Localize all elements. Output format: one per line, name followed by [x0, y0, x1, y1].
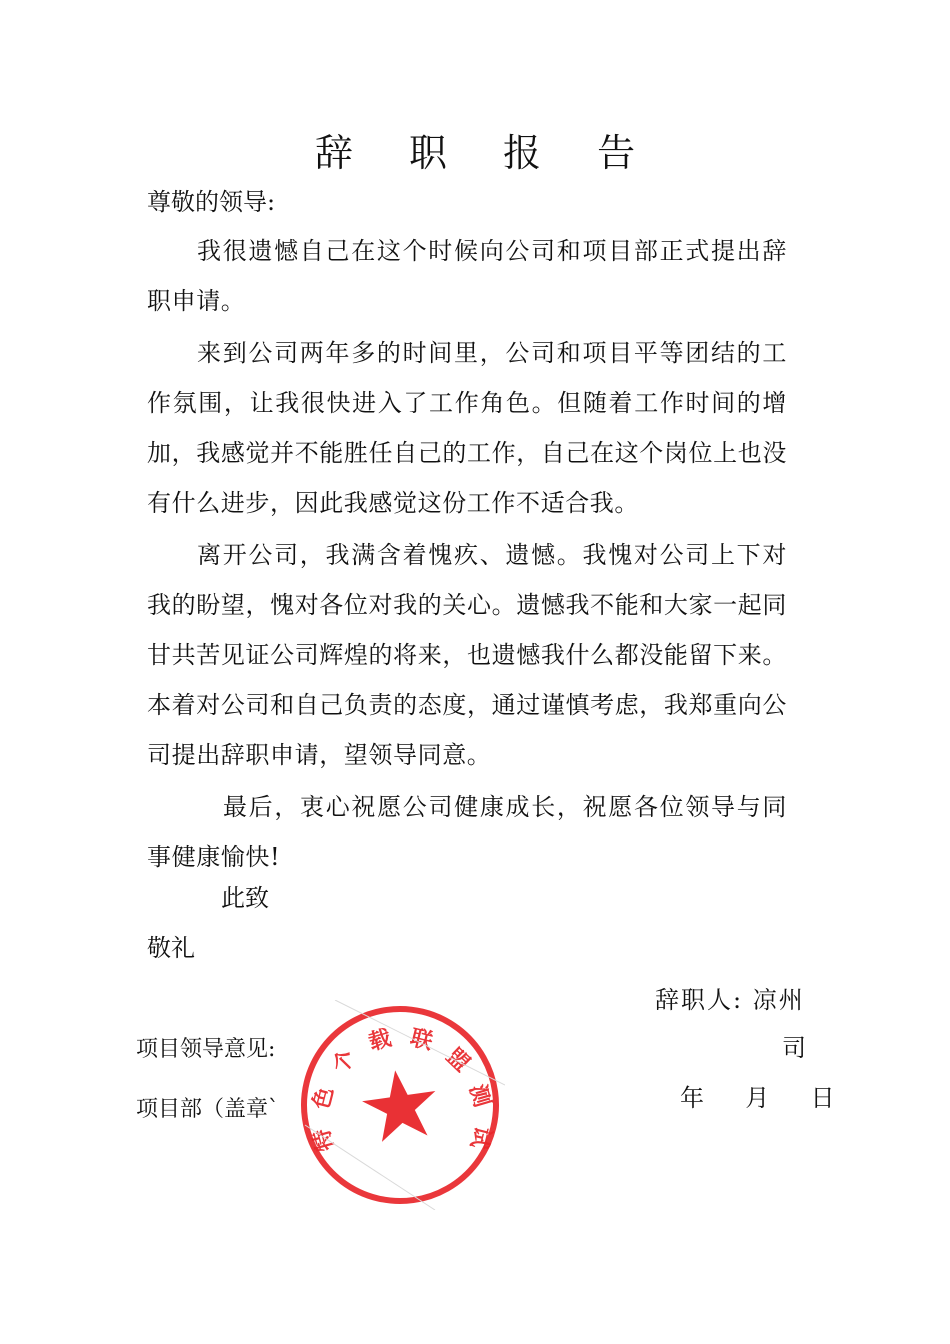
- date-line: [680, 1076, 835, 1120]
- closing-cizhi: 此致: [221, 884, 269, 912]
- company-fragment: 司: [782, 1034, 806, 1062]
- closing-jingli: 敬礼: [147, 934, 195, 962]
- seal-star-icon: [358, 1065, 441, 1144]
- dept-seal-label: 项目部（盖章`: [136, 1097, 280, 1122]
- document-title: 辞 职 报 告: [314, 131, 658, 175]
- date-year: 年: [680, 1084, 704, 1112]
- paragraph-1: 我很遗憾自己在这个时候向公司和项目部正式提出辞职申请。: [147, 237, 787, 315]
- seal-text: 特色个载联盟测试专: [309, 1025, 495, 1154]
- salutation: 尊敬的领导:: [147, 188, 276, 216]
- resigner-signature: 辞职人: 凉州: [655, 986, 805, 1014]
- red-seal-stamp: [295, 1000, 505, 1210]
- paragraph-2: 来到公司两年多的时间里，公司和项目平等团结的工作氛围，让我很快进入了工作角色。但随着工作时间的增加，我感觉并不能胜任自己的工作，自己在这个岗位上也没有什么进步，因此我感觉这份工作不适合我。: [147, 339, 787, 517]
- date-day: 日: [810, 1084, 835, 1112]
- leader-opinion-label: 项目领导意见:: [136, 1037, 276, 1062]
- date-month: 月: [745, 1084, 770, 1112]
- paragraph-4: 最后，衷心祝愿公司健康成长，祝愿各位领导与同事健康愉快!: [147, 793, 787, 871]
- letter-body: [147, 226, 787, 884]
- paragraph-3: 离开公司，我满含着愧疚、遗憾。我愧对公司上下对我的盼望，愧对各位对我的关心。遗憾我不能和大家一起同甘共苦见证公司辉煌的将来，也遗憾我什么都没能留下来。本着对公司和自己负责的态度，通过谨慎考虑，我郑重向公司提出辞职申请，望领导同意。: [147, 541, 787, 769]
